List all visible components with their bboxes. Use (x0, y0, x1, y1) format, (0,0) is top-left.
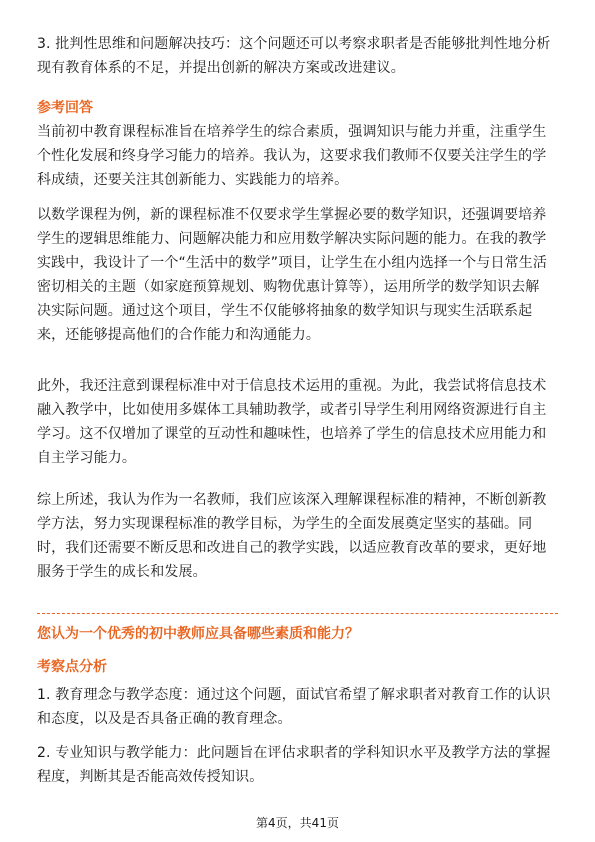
question-block (37, 622, 558, 646)
analysis-item-1 (37, 683, 558, 731)
paragraph-line: 时，我们还需要不断反思和改进自己的教学实践，以适应教育改革的要求，更好地 (37, 540, 547, 556)
paragraph-line: 来，还能够提高他们的合作能力和沟通能力。 (37, 327, 320, 343)
intro-line: 3. 批判性思维和问题解决技巧：这个问题还可以考察求职者是否能够批判性地分析 (37, 36, 551, 52)
paragraph-line: 学方法，努力实现课程标准的教学目标，为学生的全面发展奠定坚实的基础。同 (37, 516, 533, 532)
analysis-line: 2. 专业知识与教学能力：此问题旨在评估求职者的学科知识水平及教学方法的掌握 (37, 745, 551, 761)
answer-paragraph-4 (37, 488, 558, 584)
answer-paragraph-3 (37, 374, 558, 470)
paragraph-line: 此外，我还注意到课程标准中对于信息技术运用的重视。为此，我尝试将信息技术 (37, 378, 547, 394)
paragraph-line: 综上所述，我认为作为一名教师，我们应该深入理解课程标准的精神，不断创新教 (37, 492, 547, 508)
answer-paragraph-2 (37, 203, 558, 347)
analysis-line: 和态度，以及是否具备正确的教育理念。 (37, 711, 292, 727)
intro-item (37, 32, 558, 80)
analysis-item-2 (37, 741, 558, 789)
paragraph-line: 决实际问题。通过这个项目，学生不仅能够将抽象的数学知识与现实生活联系起 (37, 303, 533, 319)
answer-heading: 参考回答 (37, 100, 93, 116)
paragraph-line: 学习。这不仅增加了课堂的互动性和趣味性，也培养了学生的信息技术应用能力和 (37, 426, 547, 442)
paragraph-line: 服务于学生的成长和发展。 (37, 564, 207, 580)
paragraph-line: 融入教学中，比如使用多媒体工具辅助教学，或者引导学生利用网络资源进行自主 (37, 402, 547, 418)
page-number: 第4页，共41页 (256, 816, 339, 830)
analysis-line: 1. 教育理念与教学态度：通过这个问题，面试官希望了解求职者对教育工作的认识 (37, 687, 551, 703)
paragraph-line: 以数学课程为例，新的课程标准不仅要求学生掌握必要的数学知识，还强调要培养 (37, 207, 547, 223)
paragraph-line: 学生的逻辑思维能力、问题解决能力和应用数学解决实际问题的能力。在我的教学 (37, 231, 547, 247)
analysis-section (37, 655, 558, 679)
paragraph-line: 科成绩，还要关注其创新能力、实践能力的培养。 (37, 172, 349, 188)
paragraph-line: 实践中，我设计了一个“生活中的数学”项目，让学生在小组内选择一个与日常生活 (37, 255, 548, 271)
paragraph-line: 密切相关的主题（如家庭预算规划、购物优惠计算等），运用所学的数学知识去解 (37, 279, 540, 295)
analysis-heading: 考察点分析 (37, 659, 107, 675)
paragraph-line: 自主学习能力。 (37, 450, 137, 466)
question-title: 您认为一个优秀的初中教师应具备哪些素质和能力？ (37, 626, 359, 642)
answer-paragraph-1 (37, 120, 558, 192)
analysis-line: 程度，判断其是否能高效传授知识。 (37, 769, 264, 785)
paragraph-line: 个性化发展和终身学习能力的培养。我认为，这要求我们教师不仅要关注学生的学 (37, 148, 547, 164)
intro-line: 现有教育体系的不足，并提出创新的解决方案或改进建议。 (37, 60, 405, 76)
answer-section (37, 96, 558, 120)
paragraph-line: 当前初中教育课程标准旨在培养学生的综合素质，强调知识与能力并重，注重学生 (37, 124, 547, 140)
section-divider (37, 613, 558, 614)
